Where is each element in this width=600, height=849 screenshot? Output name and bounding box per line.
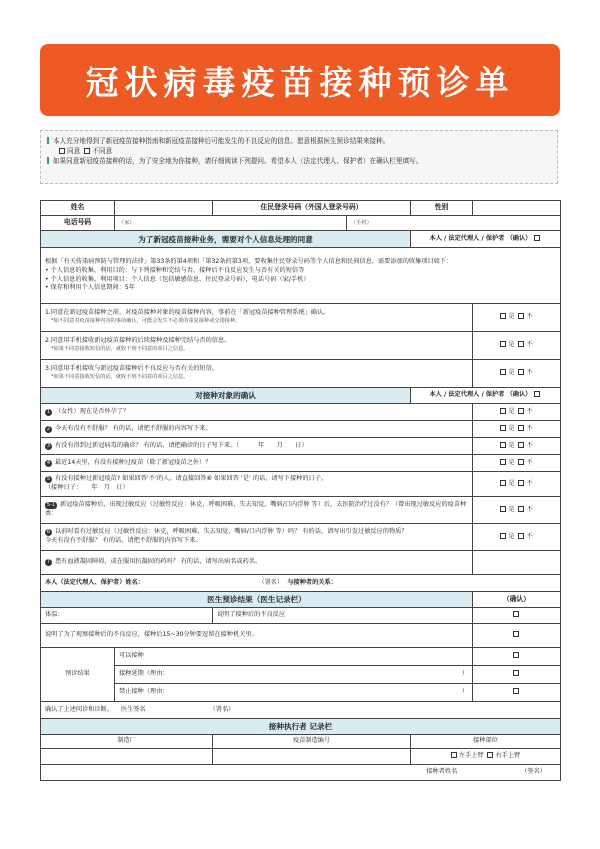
no-checkbox[interactable] (518, 425, 524, 431)
yes-label: 是 (508, 369, 515, 376)
notice-line2: 如果同意新冠疫苗接种的话，为了安全地为你接种，请仔细阅读下列提问。希望本人（法定代理人、保护者）在确认栏里填写。 (53, 157, 423, 166)
consent-item-note: *如果不同意接收短信的话，就收不到不同意的项目之信息。 (51, 374, 189, 381)
relation-label: 与接种者的关系： (287, 578, 337, 586)
yes-label: 是 (508, 341, 515, 348)
guardian-row (41, 575, 561, 592)
observe-text: 说明了为了观察接种后的不良反应，接种后15~30分钟要逗留在接种机关里。 (41, 624, 473, 648)
phone-label: 电话号码 (41, 216, 115, 231)
name-label: 姓名 (41, 201, 115, 216)
yes-checkbox[interactable] (500, 341, 506, 347)
no-checkbox[interactable] (518, 313, 524, 319)
title-banner (40, 44, 560, 116)
consent-bullet: 个人信息的收集、利用项目：个人信息（包括敏感信息，住民登录号码），电话号码（家/手机） (50, 275, 310, 283)
consent-yes-no (473, 360, 561, 388)
question-text: 患有血液凝固障碍，或在服用抗凝固的药吗？ 有的话，请写出病名或药名。 (55, 558, 262, 565)
yes-label: 是 (508, 407, 515, 415)
explained-check (473, 608, 561, 624)
site-label: 接种部位 (411, 735, 561, 749)
yes-checkbox[interactable] (500, 480, 506, 486)
question-number: 7 (46, 559, 51, 565)
executor-name-label: 接种者姓名 (426, 768, 458, 775)
name-field[interactable] (115, 201, 213, 216)
question-row (41, 497, 473, 524)
no-label: 不 (526, 479, 533, 487)
yes-checkbox[interactable] (500, 369, 506, 375)
notice-line1: 本人充分地得到了新冠疫苗接种指南和新冠疫苗接种后可能发生的不良反应的信息。愿意根据医生预诊结果来接种。 (53, 137, 390, 145)
guardian-name-label: 本人（法定代理人、保护者）姓名： (45, 578, 144, 586)
agree-checkbox[interactable] (59, 148, 65, 154)
no-label: 不 (526, 313, 533, 320)
home-phone-field[interactable] (115, 216, 347, 231)
question-yes-no (473, 421, 561, 438)
no-label: 不 (526, 441, 533, 449)
no-label: 不 (526, 369, 533, 376)
target-confirm-checkbox[interactable] (534, 391, 540, 397)
question-yes-no (473, 472, 561, 497)
yes-label: 是 (508, 532, 515, 540)
id-number-field[interactable] (411, 201, 473, 216)
batch-label: 疫苗制造编号 (213, 735, 411, 749)
question-text: 有没有接种过新冠疫苗? 如果回答‘不’的人，请直接回答⑥ 如果回答 ‘是’ 的话，请写下接种的日子。 (55, 475, 328, 483)
doctor-sign-row (41, 702, 561, 719)
question-row (41, 455, 473, 472)
consent-intro: 根据「有关传染病预防与管理的法律」第33条的第4项和「第32条的第3项，要收集住民登录号码等个人信息和民间信息，需要添加的收集项目如下： • 个人信息的收集、利用目的：与下列接种和完结与否，接种后不良反应发生与否有关的短信等 • 个人信息的收集、利用项目：个人信息（包括敏感信息，住民登录号码），电话号码（家/手机） • 保存和利用个人信息期间：5年 (41, 248, 561, 304)
result-option-label: 接种延期（理由： (119, 670, 169, 677)
explained-checkbox[interactable] (513, 611, 519, 617)
target-header: 对接种对象的确认 (41, 388, 411, 404)
can-vaccinate-checkbox[interactable] (513, 652, 519, 658)
close-paren: ） (461, 688, 468, 695)
question-text: 今天有没有不舒服？ 有的话，请把不舒服的内容写下来。 (55, 424, 212, 432)
question-text: 有没有得到过新冠病毒的确诊？ 有的话，请把确诊的日子写下来。（ 年 月 日） (55, 441, 308, 449)
consent-item-text: 2.同意用手机接收新冠疫苗接种的后续接种及接种完结与否的信息。 (45, 337, 231, 345)
target-confirm-label: 本人 / 法定代理人 / 保护者 （确认） (429, 391, 532, 398)
no-checkbox[interactable] (518, 341, 524, 347)
no-checkbox[interactable] (518, 506, 524, 512)
right-arm-label: 右手上臂 (495, 752, 521, 759)
disagree-label: 不同意 (92, 147, 113, 156)
question-answer-blank (473, 551, 561, 575)
executor-header: 接种执行者 记录栏 (41, 719, 561, 735)
consent-item (41, 332, 473, 360)
result-check (473, 666, 561, 684)
temperature-field[interactable] (41, 608, 213, 624)
no-checkbox[interactable] (518, 459, 524, 465)
question-number: 4 (46, 459, 51, 466)
notice-bullet (47, 157, 49, 164)
yes-checkbox[interactable] (500, 408, 506, 414)
question-text: （女性）现在是否怀孕了？ (55, 407, 130, 415)
doctor-sign: （署名） (209, 705, 235, 713)
consent-item-text: 3.同意用手机接收与新冠疫苗接种后不良反应与否有关的短信。 (45, 365, 218, 373)
prescreen-form (40, 200, 560, 781)
yes-label: 是 (508, 505, 515, 513)
no-label: 不 (526, 505, 533, 513)
question-row (41, 472, 473, 497)
question-row (41, 421, 473, 438)
guardian-sign: （署名） (258, 578, 284, 586)
mobile-label: （手机） (351, 219, 372, 226)
question-text: 以前吋看有过敏反应（过敏性反应：休克，呼吸困难，失去知觉，嘴唇/口内浮肿 等）吗？ 有的话，请写出引发过敏反应的物质？ (55, 528, 408, 536)
question-yes-no (473, 455, 561, 472)
sex-label: 性别 (434, 203, 449, 212)
question-row (41, 524, 473, 551)
consent-header: 为了新冠疫苗接种业务，需要对个人信息处理的同意 (41, 231, 411, 248)
no-label: 不 (526, 424, 533, 432)
temperature-label: 体温： (45, 611, 64, 618)
result-check (473, 648, 561, 666)
mobile-phone-field[interactable] (347, 216, 561, 231)
no-label: 不 (526, 341, 533, 348)
question-subtext: （接种日子： 年 月 日） (45, 484, 129, 491)
question-row (41, 551, 473, 575)
no-checkbox[interactable] (518, 369, 524, 375)
yes-label: 是 (508, 424, 515, 432)
no-checkbox[interactable] (518, 408, 524, 414)
yes-label: 是 (508, 313, 515, 320)
consent-confirm-checkbox[interactable] (534, 235, 540, 241)
consent-item-note: *如果不同意接收短信的话，就收不到不同意的项目之信息。 (51, 346, 189, 353)
question-yes-no (473, 438, 561, 455)
yes-label: 是 (508, 458, 515, 466)
consent-item-text: 1.同意在新冠疫苗接种之前，对疫苗接种对象的疫苗接种内容，事前在「新冠疫苗接种管理系统」确认。 (45, 309, 330, 317)
disagree-checkbox[interactable] (84, 148, 90, 154)
yes-checkbox[interactable] (500, 506, 506, 512)
yes-checkbox[interactable] (500, 442, 506, 448)
prohibit-checkbox[interactable] (513, 688, 519, 694)
question-number: 5-1 (46, 502, 56, 509)
doctor-sign-label: 医生签名 (120, 705, 146, 713)
no-checkbox[interactable] (518, 533, 524, 539)
consent-confirm-label: 本人 / 法定代理人 / 保护者 （确认） (429, 234, 532, 242)
question-row (41, 404, 473, 421)
yes-checkbox[interactable] (500, 459, 506, 465)
question-number: 5 (46, 476, 51, 483)
consent-notice (40, 130, 558, 184)
confirmed-text: 确认了上述问诊和诊断。 (45, 705, 114, 713)
consent-bullet: 个人信息的收集、利用目的：与下列接种和完结与否，接种后不良反应发生与否有关的短信等 (50, 266, 305, 274)
question-yes-no (473, 404, 561, 421)
yes-label: 是 (508, 441, 515, 449)
result-option-label: 禁止接种（理由： (119, 688, 169, 695)
question-number: 2 (46, 425, 51, 432)
agree-label: 同意 (67, 147, 81, 156)
result-label: 预诊结果 (41, 648, 115, 702)
consent-bullet: 保存和利用个人信息期间：5年 (50, 284, 135, 292)
page-title: 冠状病毒疫苗接种预诊单 (85, 62, 515, 102)
close-paren: ） (461, 670, 468, 677)
id-number-label: 住民登录号码（外国人登录号码） (213, 201, 411, 216)
question-number: 6 (46, 529, 51, 536)
result-option (115, 648, 473, 666)
maker-field[interactable] (41, 749, 213, 765)
left-arm-checkbox[interactable] (451, 752, 457, 758)
question-text: 新冠疫苗接种后，出现过敏反应（过敏性反应：休克，呼吸困难，失去知觉，嘴唇/口内浮肿 等）后，去医院治疗过没有？（曾出现过敏反应的疫苗种类： (45, 501, 467, 517)
postpone-checkbox[interactable] (513, 670, 519, 676)
observe-check (473, 624, 561, 648)
consent-yes-no (473, 304, 561, 332)
doctor-header: 医生预诊结果（医生记录栏） (41, 592, 473, 608)
question-subtext: 今天有没有不舒服？ 有的话，请把不舒服的内容写下来。 (45, 537, 202, 544)
result-check (473, 684, 561, 702)
question-number: 1 (46, 408, 51, 415)
executor-sign-row (41, 765, 561, 781)
consent-intro-text: 根据「有关传染病预防与管理的法律」第33条的第4项和「第32条的第3项，要收集住民登录号码等个人信息和民间信息，需要添加的收集项目如下： (45, 257, 453, 265)
no-checkbox[interactable] (518, 442, 524, 448)
yes-checkbox[interactable] (500, 533, 506, 539)
yes-checkbox[interactable] (500, 313, 506, 319)
site-options (411, 749, 561, 765)
result-option (115, 684, 473, 702)
left-arm-label: 左手上臂 (458, 752, 484, 759)
explained-text: 说明了接种后的不良反应 (213, 608, 473, 624)
question-yes-no (473, 497, 561, 524)
maker-label: 制造厂 (41, 735, 213, 749)
question-yes-no (473, 524, 561, 551)
doctor-confirm: （确认） (473, 592, 561, 608)
no-checkbox[interactable] (518, 480, 524, 486)
result-option (115, 666, 473, 684)
question-text: 最近14天里，有没有接种过疫苗（除了新冠疫苗之外）？ (55, 458, 212, 466)
question-number: 3 (46, 442, 51, 449)
no-label: 不 (526, 458, 533, 466)
consent-item-note: *如不同意对疫苗接种内容的事前确认，可能会发生不必要的重复接种或交错接种。 (51, 318, 241, 325)
notice-bullet (47, 137, 49, 144)
observe-checkbox[interactable] (513, 631, 519, 637)
consent-yes-no (473, 332, 561, 360)
question-row (41, 438, 473, 455)
result-option-label: 可以接种 (119, 652, 144, 659)
consent-item (41, 304, 473, 332)
yes-checkbox[interactable] (500, 425, 506, 431)
executor-sign: （签名） (521, 768, 546, 775)
sex-field[interactable] (473, 201, 561, 216)
no-label: 不 (526, 532, 533, 540)
home-label: （家） (119, 219, 135, 226)
consent-item (41, 360, 473, 388)
no-label: 不 (526, 407, 533, 415)
batch-field[interactable] (213, 749, 411, 765)
right-arm-checkbox[interactable] (487, 752, 493, 758)
yes-label: 是 (508, 479, 515, 487)
